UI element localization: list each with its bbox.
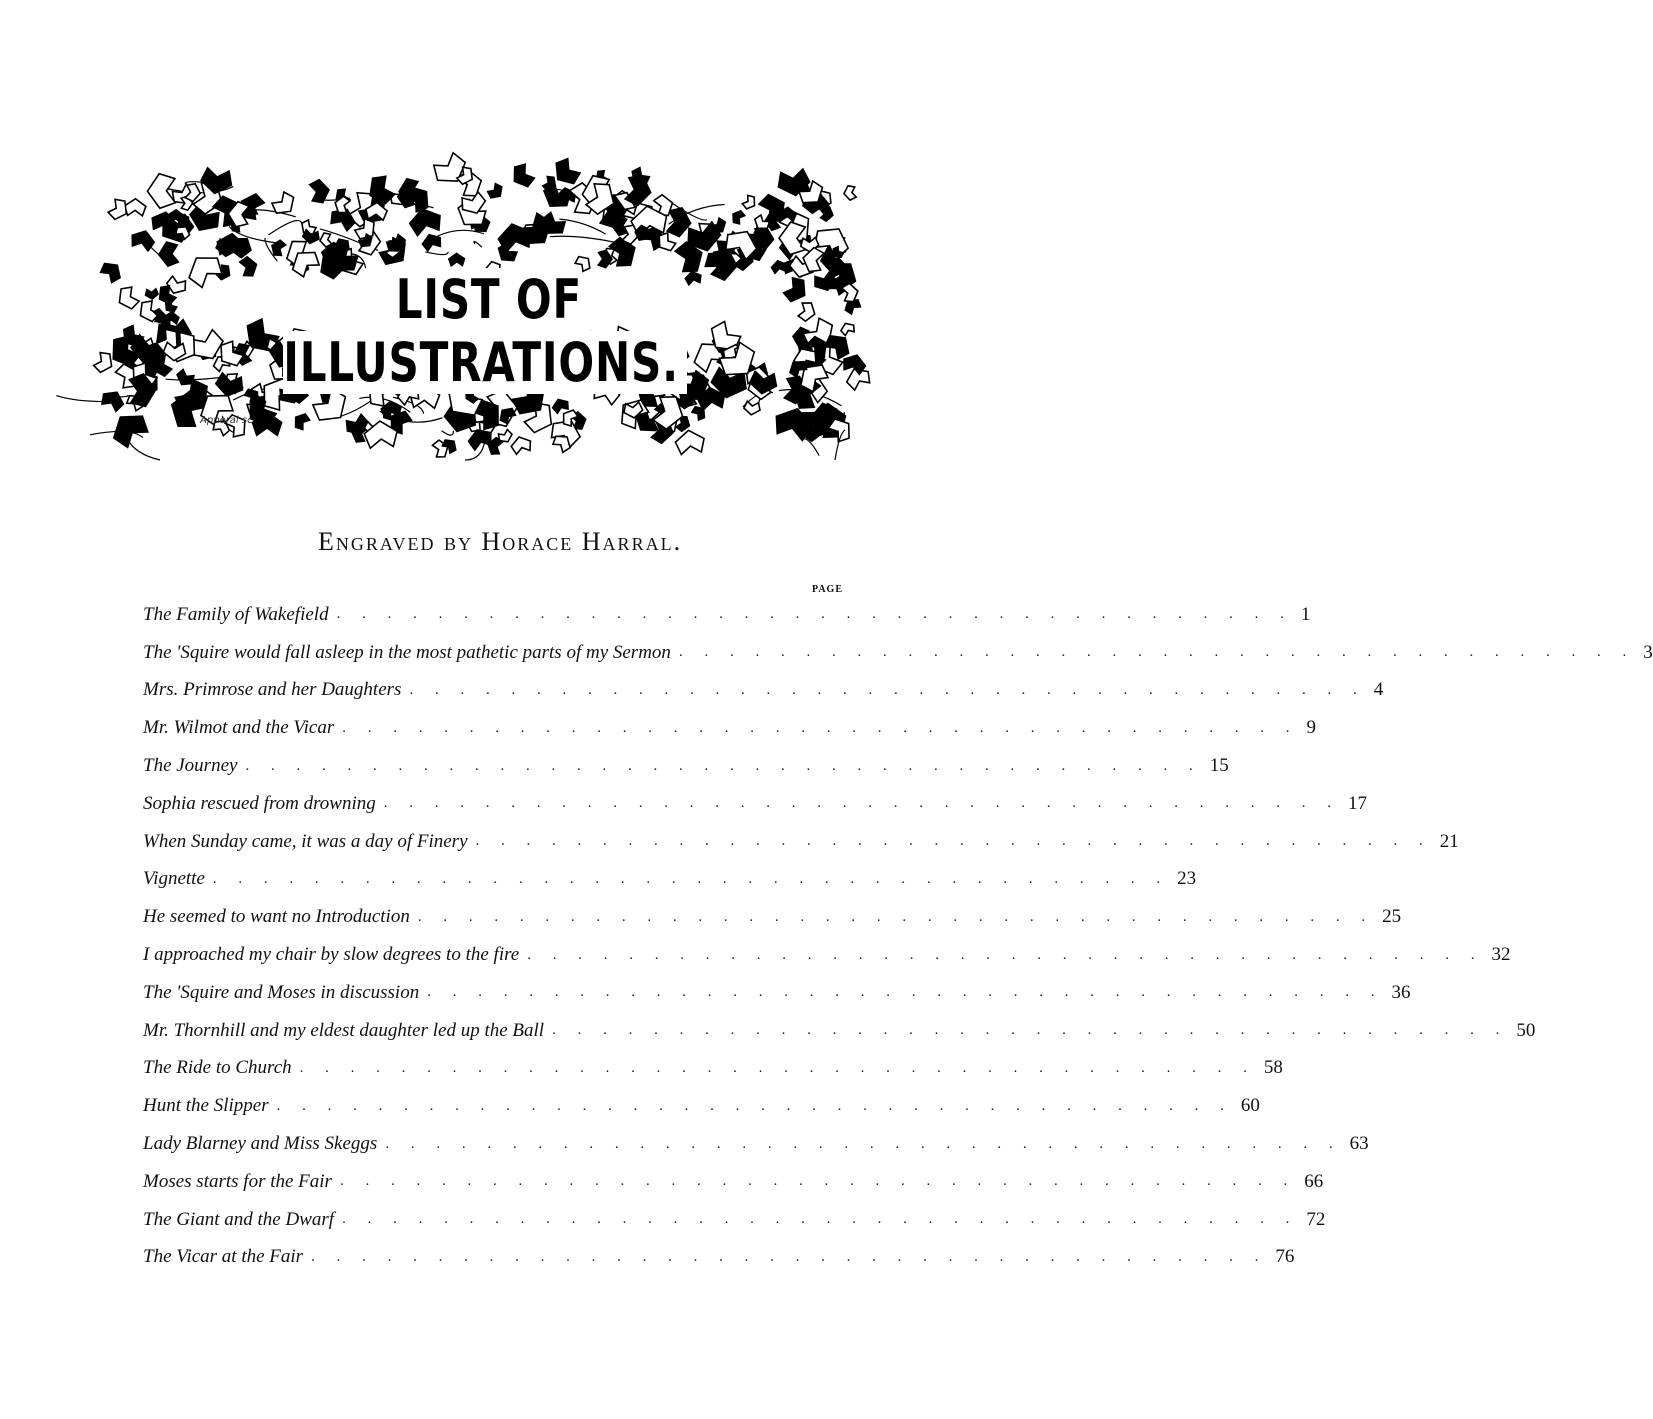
ivy-leaf [99, 387, 128, 414]
ivy-leaf [269, 238, 288, 258]
dot-leader: . . . . . . . . . . . . . . . . . . . . . . . . . . . . . . . . . . . . . . [276, 1097, 1233, 1114]
illustration-title: Mrs. Primrose and her Daughters [143, 679, 402, 701]
ivy-leaf [269, 190, 299, 220]
illustration-title: Vignette [143, 868, 205, 890]
illustrations-list [143, 596, 1653, 1276]
ivy-leaf [839, 321, 856, 337]
list-item [143, 898, 1402, 936]
illustration-title: Mr. Wilmot and the Vicar [143, 717, 335, 739]
page-number: 50 [1516, 1019, 1536, 1041]
dot-leader: . . . . . . . . . . . . . . . . . . . . . . . . . . . . . . . . . . . . . . [417, 908, 1375, 925]
list-item [143, 596, 1311, 634]
ivy-leaf [163, 311, 179, 324]
dot-leader: . . . . . . . . . . . . . . . . . . . . . . . . . . . . . . . . . . . . . . [552, 1022, 1509, 1039]
illustration-title: The Journey [143, 755, 238, 777]
ivy-leaf [509, 434, 533, 455]
dot-leader: . . . . . . . . . . . . . . . . . . . . . . . . . . . . . . . . . . . . . . [427, 984, 1384, 1001]
page-number: 32 [1491, 944, 1511, 966]
list-item [143, 1125, 1369, 1163]
page-number: 72 [1306, 1208, 1326, 1230]
ivy-leaf [420, 231, 444, 252]
dot-leader: . . . . . . . . . . . . . . . . . . . . . . . . . . . . . . . . . . . . . . [385, 1135, 1342, 1152]
page-number: 76 [1275, 1246, 1295, 1268]
list-item [143, 785, 1367, 823]
page-number: 25 [1382, 906, 1402, 928]
dot-leader: . . . . . . . . . . . . . . . . . . . . . . . . . . . . . . . . . . . . . . [475, 833, 1432, 850]
page-number: 17 [1348, 792, 1367, 814]
ivy-leaf [124, 198, 146, 216]
page-number: 66 [1304, 1170, 1324, 1192]
ivy-vine [269, 220, 302, 234]
dot-leader: . . . . . . . . . . . . . . . . . . . . . . . . . . . . . . . . . . . . . . [339, 1173, 1297, 1190]
page-number: 60 [1240, 1095, 1260, 1117]
ivy-vine [550, 236, 615, 242]
ivy-leaf [781, 274, 811, 306]
page-number: 36 [1391, 981, 1411, 1003]
ivy-vine [425, 252, 448, 255]
ivy-leaf [797, 300, 817, 323]
dot-leader: . . . . . . . . . . . . . . . . . . . . . . . . . . . . . . . . . . . . . . [409, 681, 1366, 698]
ivy-leaf [843, 185, 857, 201]
ivy-leaf [98, 258, 126, 286]
ivy-leaf [743, 401, 761, 416]
list-item [143, 747, 1229, 785]
banner-title [189, 268, 782, 394]
ivy-leaf [114, 284, 141, 312]
ivy-leaf [494, 241, 520, 266]
list-item [143, 1012, 1536, 1050]
ivy-vine [800, 438, 819, 455]
ivy-leaf [741, 194, 758, 212]
dot-leader: . . . . . . . . . . . . . . . . . . . . . . . . . . . . . . . . . . . . . . [245, 757, 1202, 774]
illustration-title: Sophia rescued from drowning [143, 792, 376, 814]
ornamental-banner [105, 160, 865, 465]
dot-leader: . . . . . . . . . . . . . . . . . . . . . . . . . . . . . . . . . . . . . . [383, 795, 1340, 812]
list-item [143, 974, 1411, 1012]
ivy-leaf [106, 406, 153, 452]
page-number: 63 [1349, 1133, 1369, 1155]
ivy-vine [474, 241, 482, 247]
illustration-title: The 'Squire and Moses in discussion [143, 981, 420, 1003]
dot-leader: . . . . . . . . . . . . . . . . . . . . . . . . . . . . . . . . . . . . . . [212, 870, 1170, 887]
illustration-title: The Giant and the Dwarf [143, 1208, 335, 1230]
illustration-title: The 'Squire would fall asleep in the most pathetic parts of my Sermon [143, 641, 671, 663]
ivy-leaf [674, 429, 705, 456]
engraver-signature: Apperal sc [200, 415, 253, 426]
ivy-leaf [158, 241, 179, 267]
list-item [143, 1239, 1295, 1277]
dot-leader: . . . . . . . . . . . . . . . . . . . . . . . . . . . . . . . . . . . . . . [311, 1248, 1268, 1265]
ivy-leaf [407, 205, 444, 238]
page-number: 21 [1439, 830, 1459, 852]
ivy-leaf [290, 410, 311, 432]
list-item [143, 709, 1316, 747]
list-item [143, 936, 1511, 974]
illustration-title: The Ride to Church [143, 1057, 292, 1079]
ivy-leaf [448, 253, 465, 266]
engraver-credit: Engraved by Horace Harral. [317, 527, 683, 556]
ivy-leaf [147, 173, 175, 208]
list-item [143, 1087, 1260, 1125]
ivy-leaf [507, 161, 536, 192]
dot-leader: . . . . . . . . . . . . . . . . . . . . . . . . . . . . . . . . . . . . . . [342, 719, 1299, 736]
page-column-heading: PAGE [811, 584, 843, 595]
illustration-title: When Sunday came, it was a day of Finery [143, 830, 468, 852]
ivy-vine [442, 431, 454, 435]
ivy-leaf [729, 208, 746, 226]
list-item [143, 1201, 1326, 1239]
illustration-title: The Vicar at the Fair [143, 1246, 304, 1268]
page-number: 9 [1306, 717, 1316, 739]
illustration-title: Moses starts for the Fair [143, 1170, 332, 1192]
illustration-title: He seemed to want no Introduction [143, 906, 410, 928]
illustration-title: I approached my chair by slow degrees to the fire [143, 944, 520, 966]
page-number: 58 [1263, 1057, 1283, 1079]
dot-leader: . . . . . . . . . . . . . . . . . . . . . . . . . . . . . . . . . . . . . . [527, 946, 1484, 963]
page-number: 1 [1300, 603, 1311, 625]
illustration-title: Lady Blarney and Miss Skeggs [143, 1133, 378, 1155]
page-number: 23 [1177, 868, 1197, 890]
illustration-title: Mr. Thornhill and my eldest daughter led up the Ball [143, 1019, 545, 1041]
list-item [143, 823, 1459, 861]
dot-leader: . . . . . . . . . . . . . . . . . . . . . . . . . . . . . . . . . . . . . . [678, 644, 1636, 661]
ivy-leaf [145, 288, 159, 300]
illustration-title: Hunt the Slipper [143, 1095, 269, 1117]
list-item [143, 634, 1653, 672]
list-item [143, 672, 1384, 710]
dot-leader: . . . . . . . . . . . . . . . . . . . . . . . . . . . . . . . . . . . . . . [336, 606, 1293, 623]
list-item [143, 1163, 1324, 1201]
illustration-title: The Family of Wakefield [143, 603, 329, 625]
ivy-vine [559, 219, 605, 234]
page-number: 4 [1373, 679, 1384, 701]
page-number: 15 [1209, 755, 1229, 777]
dot-leader: . . . . . . . . . . . . . . . . . . . . . . . . . . . . . . . . . . . . . . [299, 1059, 1256, 1076]
list-item [143, 1050, 1283, 1088]
list-item [143, 861, 1197, 899]
dot-leader: . . . . . . . . . . . . . . . . . . . . . . . . . . . . . . . . . . . . . . [342, 1211, 1299, 1228]
ivy-leaf [486, 182, 507, 203]
page-number: 3 [1643, 641, 1653, 663]
banner-title-text: LIST OF ILLUSTRATIONS. [283, 268, 686, 394]
